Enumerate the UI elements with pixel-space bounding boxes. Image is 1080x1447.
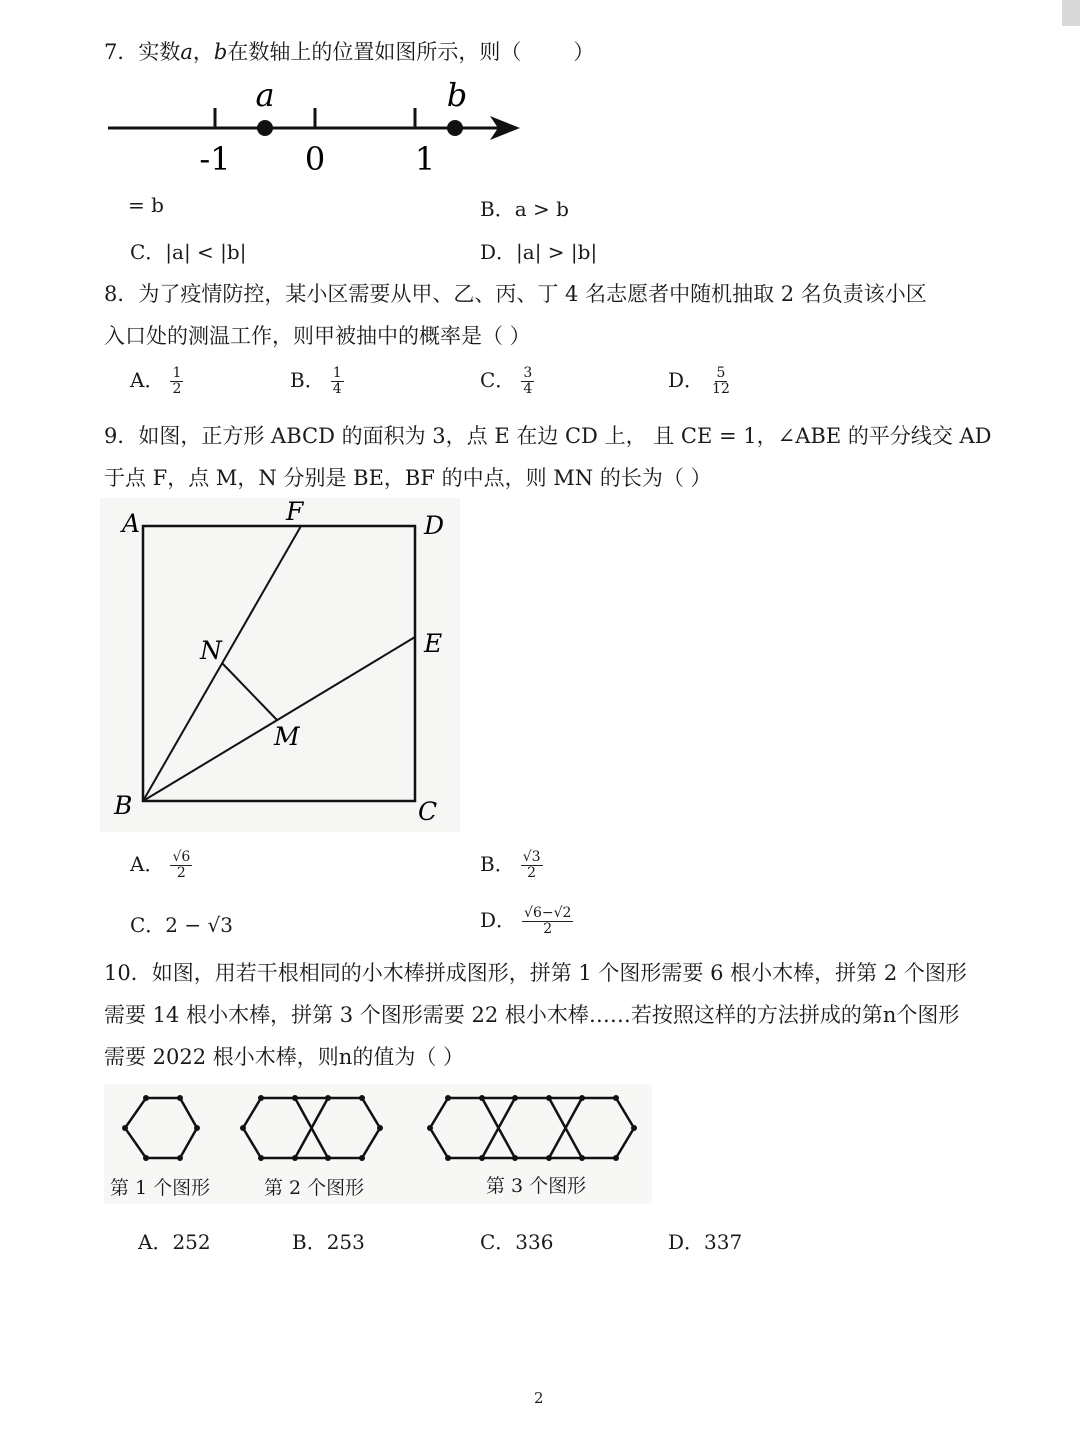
q8-a-den: 2 — [172, 381, 182, 397]
square-figure — [100, 498, 460, 832]
scroll-corner — [1062, 0, 1080, 26]
point-b — [447, 120, 463, 136]
q10-option-a[interactable]: A．252 — [138, 1230, 211, 1254]
q7-var-b: b — [213, 40, 228, 64]
q8-option-d[interactable] — [668, 364, 732, 397]
point-n-label: N — [200, 636, 222, 665]
q8-stem-line2: 入口处的测温工作，则甲被抽中的概率是（ ） — [104, 324, 531, 348]
point-m-label: M — [274, 722, 300, 751]
q9-option-b-letter: B． — [480, 852, 515, 876]
q9-option-b-fraction — [521, 850, 543, 881]
q10-stem-line1: 10．如图，用若干根相同的小木棒拼成图形，拼第 1 个图形需要 6 根小木棒，拼第 2 个图形 — [104, 961, 967, 985]
q9-stem-line1: 9．如图，正方形 ABCD 的面积为 3，点 E 在边 CD 上， 且 CE = 1，∠ABE 的平分线交 AD — [104, 424, 992, 448]
q8-b-den: 4 — [332, 381, 342, 397]
q9-d-num: √6−√2 — [524, 905, 572, 921]
q8-option-c[interactable] — [480, 364, 534, 397]
q9-option-a-letter: A． — [130, 852, 165, 876]
q9-option-d-letter: D． — [480, 908, 517, 932]
tick-label-neg1: -1 — [199, 140, 231, 178]
q7-stem-prefix: 7．实数 — [104, 40, 181, 64]
q7-sep: ， — [192, 40, 214, 64]
vertex-b-label: B — [114, 791, 133, 820]
q8-option-b[interactable] — [290, 364, 344, 397]
q7-stem-suffix: 在数轴上的位置如图所示，则（ — [227, 40, 522, 64]
tick-label-0: 0 — [304, 140, 326, 178]
label-a: a — [255, 76, 275, 114]
q9-a-den: 2 — [176, 865, 186, 881]
q9-option-b[interactable] — [480, 848, 543, 881]
q9-option-c[interactable]: C．2 − √3 — [130, 913, 233, 937]
point-a — [257, 120, 273, 136]
point-e-label: E — [424, 629, 443, 658]
q8-option-b-fraction — [331, 366, 344, 397]
q8-c-den: 4 — [523, 381, 533, 397]
point-f-label: F — [286, 498, 304, 526]
q9-d-den: 2 — [543, 921, 553, 937]
q8-option-d-letter: D． — [668, 368, 705, 392]
vertex-a-label: A — [122, 509, 141, 538]
q8-option-c-fraction — [521, 366, 534, 397]
q8-a-num: 1 — [172, 365, 182, 381]
q8-option-c-letter: C． — [480, 368, 516, 392]
tick-label-1: 1 — [414, 140, 436, 178]
label-b: b — [446, 76, 468, 114]
q7-option-c[interactable]: C．|a| < |b| — [130, 240, 247, 264]
q7-paren-close: ） — [573, 40, 595, 64]
q8-b-num: 1 — [332, 365, 342, 381]
caption-figure-2: 第 2 个图形 — [264, 1177, 365, 1199]
q9-stem-line2: 于点 F，点 M，N 分别是 BE，BF 的中点，则 MN 的长为（ ） — [104, 466, 712, 490]
vertex-c-label: C — [418, 797, 438, 826]
vertex-d-label: D — [424, 511, 445, 540]
number-line-figure — [100, 76, 540, 186]
q9-b-den: 2 — [527, 865, 537, 881]
q9-option-a[interactable] — [130, 848, 192, 881]
q9-option-d[interactable] — [480, 904, 573, 937]
q10-option-d[interactable]: D．337 — [668, 1230, 743, 1254]
q8-option-d-fraction — [710, 366, 732, 397]
q7-var-a: a — [180, 40, 193, 64]
q9-option-d-fraction — [522, 906, 573, 937]
q7-stem — [104, 36, 594, 66]
q8-option-b-letter: B． — [290, 368, 325, 392]
q10-option-b[interactable]: B．253 — [292, 1230, 365, 1254]
q10-option-c[interactable]: C．336 — [480, 1230, 554, 1254]
q8-option-a-fraction — [170, 366, 183, 397]
q8-d-num: 5 — [716, 365, 726, 381]
caption-figure-1: 第 1 个图形 — [110, 1177, 211, 1199]
q9-a-num: √6 — [172, 849, 191, 865]
q8-option-a[interactable] — [130, 364, 183, 397]
q7-option-a[interactable]: = b — [128, 193, 164, 217]
q10-stem-line3: 需要 2022 根小木棒，则n的值为（ ） — [104, 1045, 464, 1069]
page-number: 2 — [534, 1389, 544, 1407]
caption-figure-3: 第 3 个图形 — [486, 1175, 587, 1197]
q7-option-b[interactable]: B．a > b — [480, 197, 569, 221]
q9-b-num: √3 — [522, 849, 541, 865]
q7-option-d[interactable]: D．|a| > |b| — [480, 240, 598, 264]
q8-d-den: 12 — [712, 381, 730, 397]
q9-option-a-fraction — [170, 850, 192, 881]
q8-option-a-letter: A． — [130, 368, 165, 392]
q8-c-num: 3 — [523, 365, 533, 381]
q10-stem-line2: 需要 14 根小木棒，拼第 3 个图形需要 22 根小木棒……若按照这样的方法拼成的第n个图形 — [104, 1003, 960, 1027]
q8-stem-line1: 8．为了疫情防控，某小区需要从甲、乙、丙、丁 4 名志愿者中随机抽取 2 名负责该小区 — [104, 282, 927, 306]
